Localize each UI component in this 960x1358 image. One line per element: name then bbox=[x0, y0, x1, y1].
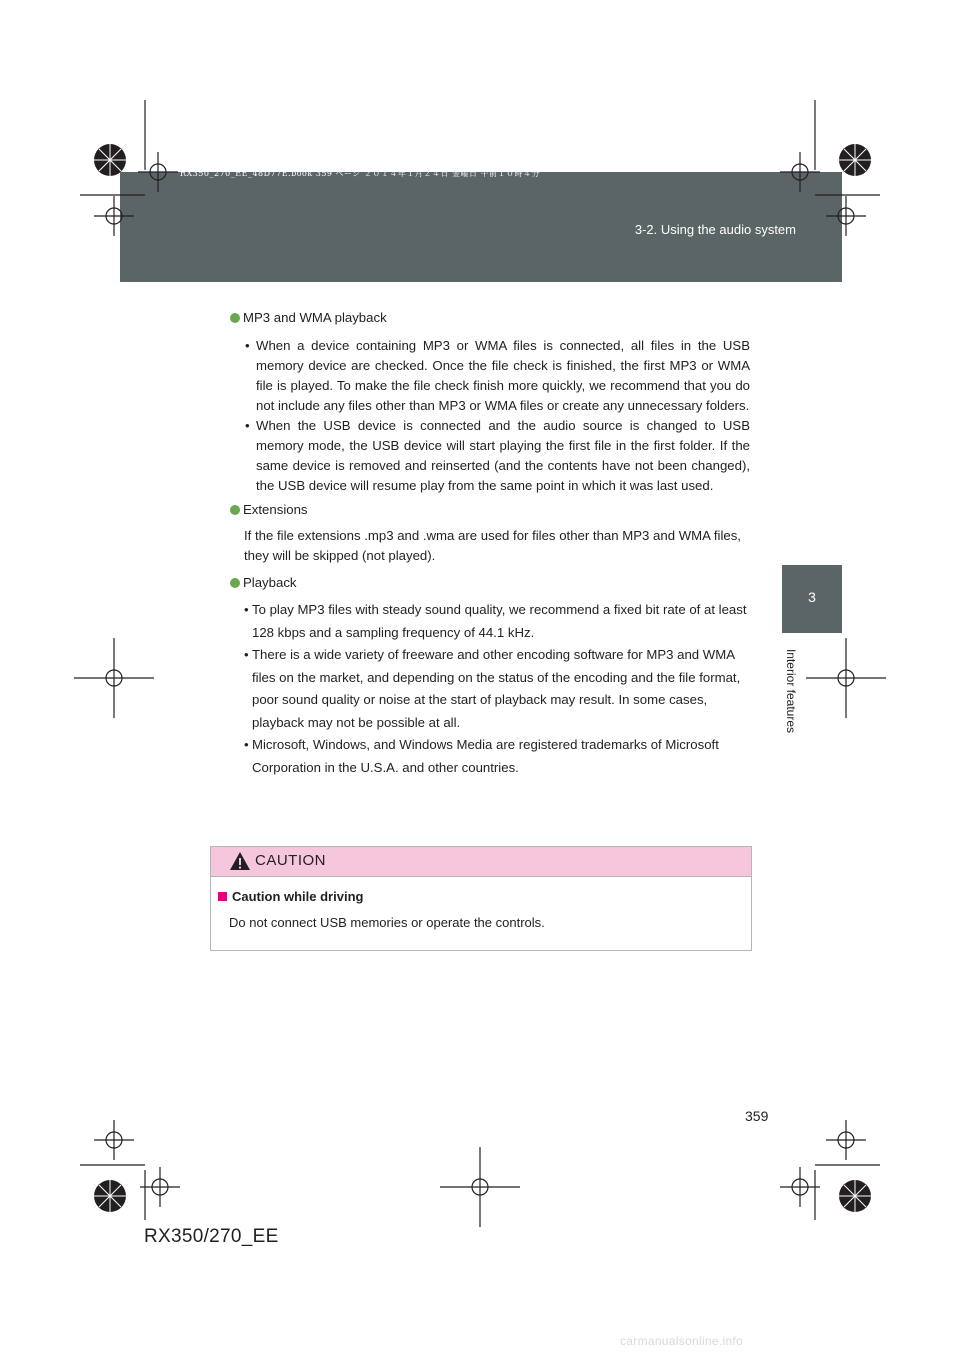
list-item: • There is a wide variety of freeware and other encoding software for MP3 and WMA files on the market, and depending on the status of the encoding and the file format, poor sound quality or noise at the start of playback may result. In some cases, playback may not be possible at all. bbox=[230, 644, 750, 734]
bullet-mark-icon: • bbox=[245, 338, 250, 353]
page-number: 359 bbox=[745, 1108, 769, 1124]
section-title: 3-2. Using the audio system bbox=[634, 222, 796, 237]
chapter-label-text: Interior features bbox=[784, 648, 798, 734]
bullet-mark-icon: • bbox=[244, 602, 249, 617]
model-name: RX350/270_EE bbox=[144, 1226, 279, 1247]
caution-subheading: Caution while driving bbox=[218, 889, 363, 904]
watermark: carmanualsonline.info bbox=[620, 1334, 744, 1348]
section-heading-extensions: Extensions bbox=[230, 500, 750, 520]
caution-text: Do not connect USB memories or operate the controls. bbox=[229, 915, 545, 930]
chapter-number: 3 bbox=[808, 589, 816, 605]
list-item: • To play MP3 files with steady sound quality, we recommend a fixed bit rate of at least 128 kbps and a sampling frequency of 44.1 kHz. bbox=[230, 599, 750, 644]
bullet-mark-icon: • bbox=[245, 418, 250, 433]
caution-title: CAUTION bbox=[255, 852, 326, 869]
section-heading-playback: Playback bbox=[230, 573, 750, 593]
list-item: • Microsoft, Windows, and Windows Media are registered trademarks of Microsoft Corporation in the U.S.A. and other countries. bbox=[230, 734, 750, 779]
print-line: RX350_270_EE_48D77E.book 359 ページ ２０１４年１月２４日 金曜日 午前１０時４分 bbox=[180, 169, 541, 178]
section-heading-mp3: MP3 and WMA playback bbox=[230, 308, 750, 328]
bullet-mark-icon: • bbox=[244, 737, 249, 752]
bullet-mark-icon: • bbox=[244, 647, 249, 662]
extensions-text: If the file extensions .mp3 and .wma are used for files other than MP3 and WMA files, they will be skipped (not played). bbox=[244, 528, 741, 563]
list-item: • When the USB device is connected and the audio source is changed to USB memory mode, the USB device will start playing the first file in the first folder. If the same device is removed and reinserted (and the contents have not been changed), the USB device will resume play from the same point in which it was last used. bbox=[245, 418, 750, 493]
list-item: • When a device containing MP3 or WMA files is connected, all files in the USB memory device are checked. Once the file check is finished, the first MP3 or WMA file is played. To make the file check finish more quickly, we recommend that you do not include any files other than MP3 or WMA files or create any unnecessary folders. bbox=[245, 338, 750, 413]
